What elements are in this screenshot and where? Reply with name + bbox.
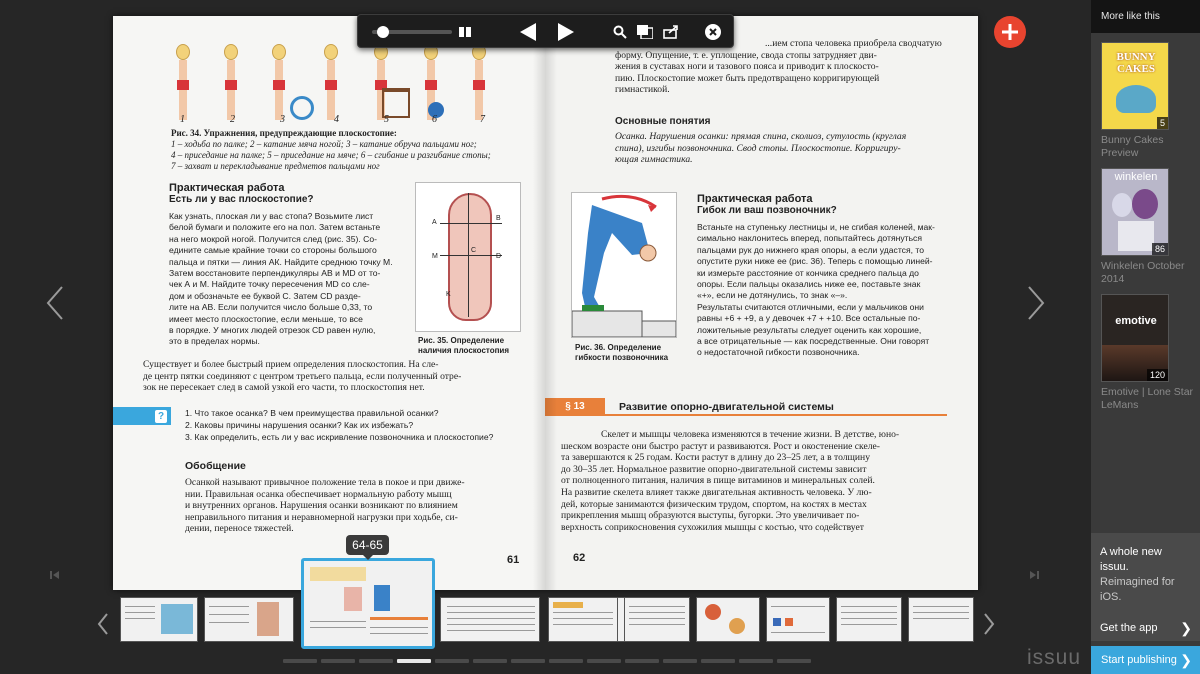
progress-segment[interactable]	[587, 659, 621, 663]
fig-number: 6	[432, 114, 437, 125]
more-like-this-header: More like this	[1091, 0, 1200, 33]
question-icon: ?	[155, 410, 167, 423]
foot-letter: B	[496, 215, 501, 222]
progress-segment[interactable]	[397, 659, 431, 663]
page-thumbnail[interactable]	[696, 597, 760, 642]
progress-segment[interactable]	[435, 659, 469, 663]
progress-segment[interactable]	[701, 659, 735, 663]
fig-number: 4	[334, 114, 339, 125]
questions-list: 1. Что такое осанка? В чем преимущества правильной осанки? 2. Каковы причины нарушения осанки? Как их избежать? 3. Как определить, есть ли у вас искривление позвоночника и плоскостопие?	[185, 408, 494, 443]
concepts-heading: Основные понятия	[615, 116, 711, 127]
fig-number: 3	[280, 114, 285, 125]
progress-segment[interactable]	[777, 659, 811, 663]
thumbnail-strip	[120, 592, 980, 652]
progress-segment[interactable]	[473, 659, 507, 663]
thumbs-next-arrow[interactable]	[980, 604, 998, 644]
promo-subtitle: Reimagined for iOS.	[1100, 576, 1175, 603]
grid-view-icon[interactable]	[456, 15, 474, 49]
prev-spread-arrow[interactable]	[44, 283, 68, 323]
next-spread-arrow[interactable]	[1023, 283, 1047, 323]
page-number-right: 62	[573, 552, 586, 564]
page-progress-bar[interactable]	[283, 659, 811, 664]
right-page	[545, 16, 978, 590]
recommendation-title[interactable]: Emotive | Lone Star LeMans	[1101, 386, 1194, 411]
last-page-icon[interactable]	[1029, 567, 1039, 577]
fig-number: 1	[180, 114, 185, 125]
search-icon[interactable]	[610, 15, 630, 49]
progress-segment[interactable]	[549, 659, 583, 663]
extra-text: Существует и более быстрый прием определения плоскостопия. На сле- де центр пятки соединяют с центром третьего пальца, если полученный отре- зок не пересекает след в самой узкой его части, то плоскостопия нет.	[143, 359, 462, 394]
summary-text: Осанкой называют привычное положение тела в покое и при движе- нии. Правильная осанка обеспечивает нормальную работу мышц и внутренних органов. Нарушения осанки возникают по влиянием неправильного питания и неравномерной нагрузки при ходьбе, си- дении, переносе тяжестей.	[185, 477, 465, 535]
left-page	[113, 16, 545, 590]
cover-title: emotive	[1115, 315, 1157, 327]
fig35-footprint	[415, 182, 521, 332]
book-gutter	[533, 16, 557, 590]
first-page-icon[interactable]	[50, 567, 60, 577]
prev-page-icon[interactable]	[516, 15, 540, 49]
start-publishing-label: Start publishing	[1101, 654, 1177, 666]
summary-heading: Обобщение	[185, 460, 246, 472]
get-the-app-link[interactable]	[1091, 614, 1200, 642]
practical-heading-right: Практическая работа	[697, 193, 813, 205]
page-count: 5	[1157, 117, 1168, 129]
progress-segment[interactable]	[283, 659, 317, 663]
page-thumbnail[interactable]	[120, 597, 198, 642]
practical-subheading: Есть ли у вас плоскостопие?	[169, 194, 314, 205]
chevron-right-icon: ❯	[1180, 652, 1192, 668]
close-icon[interactable]	[702, 15, 724, 49]
right-top-text: ...ием стопа человека приобрела сводчатую форму. Опущение, т. е. уплощение, свода стопы затрудняет дви- жения в суставах ноги и тазового пояса и приводит к плоскосто- пию. Плоскостопие может быть предотвращено корригирующей гимнастикой.	[615, 38, 942, 96]
progress-segment[interactable]	[625, 659, 659, 663]
practical-text: Как узнать, плоская ли у вас стопа? Возьмите лист белой бумаги и положите его на пол. Затем встаньте на него мокрой ногой. Получится след (рис. 35). Со- едините самые крайние точки со стороны большого пальца и пятки — линия АК. Найдите среднюю точку М. Затем восстановите перпендикуляры АВ и MD от то- чек А и М. Найдите точку пересечения MD со сле- дом и обозначьте ее буквой С. Затем CD разде- лите на АВ. Если получится число больше 0,33, то имеет место плоскостопие, если меньше, то все в порядке. У многих людей отрезок CD равен нулю, это в пределах нормы.	[169, 211, 393, 347]
page-thumbnail[interactable]	[836, 597, 902, 642]
start-publishing-button[interactable]	[1091, 646, 1200, 674]
fig36-flexibility	[571, 192, 677, 338]
progress-segment[interactable]	[321, 659, 355, 663]
next-page-icon[interactable]	[554, 15, 578, 49]
fig-number: 7	[480, 114, 485, 125]
sidebar	[1091, 0, 1200, 674]
recommendation-cover[interactable]	[1101, 294, 1169, 382]
page-thumbnail[interactable]	[440, 597, 540, 642]
get-app-label: Get the app	[1100, 622, 1158, 634]
foot-letter: M	[432, 253, 438, 260]
page-count: 86	[1152, 243, 1168, 255]
plus-icon	[994, 16, 1026, 48]
cover-title: winkelen	[1114, 171, 1158, 183]
recommendation-title[interactable]: Winkelen October 2014	[1101, 260, 1185, 285]
recommendation-title[interactable]: Bunny Cakes Preview	[1101, 134, 1164, 159]
current-spread-thumbnail[interactable]	[301, 558, 435, 649]
practical-text-right: Встаньте на ступеньку лестницы и, не сгибая коленей, мак- симально наклонитесь вперед, попытайтесь дотянуться пальцами рук до нижнего края опоры, а если удастся, то опустите руки ниже ее (рис. 36). Теперь с помощью линей- ки измерьте расстояние от кончика среднего пальца до опоры. Если пальцы оказались ниже ее, поставьте знак «+», если не дотянулись, то знак «–». Результаты считаются отличными, если у мальчиков они равны +6 + +9, а у девочек +7 + +10. Все остальные по- ложительные результаты следует оценить как хорошие, а все отрицательные — как посредственные. Они говорят о недостаточной гибкости позвоночника.	[697, 222, 935, 358]
viewer-toolbar	[357, 14, 734, 48]
progress-segment[interactable]	[359, 659, 393, 663]
fig35-caption: Рис. 35. Определение наличия плоскостопия	[418, 336, 510, 355]
page-thumbnail[interactable]	[908, 597, 974, 642]
recommendation-cover[interactable]	[1101, 42, 1169, 130]
fig34-illustration	[168, 36, 503, 128]
page-thumbnail[interactable]	[624, 597, 690, 642]
section-tag: § 13	[545, 398, 605, 416]
chevron-right-icon: ❯	[1180, 620, 1192, 636]
concepts-text: Осанка. Нарушения осанки: прямая спина, сколиоз, сутулость (круглая спина), изгибы позвоночника. Свод стопы. Плоскостопие. Корригиру- ющая гимнастика.	[615, 131, 907, 166]
recommendation-cover[interactable]	[1101, 168, 1169, 256]
page-number-left: 61	[507, 554, 520, 566]
page-thumbnail[interactable]	[204, 597, 294, 642]
promo-title: A whole new issuu.	[1100, 546, 1162, 573]
page-tooltip: 64-65	[346, 535, 389, 555]
progress-segment[interactable]	[663, 659, 697, 663]
zoom-slider-knob[interactable]	[377, 26, 389, 38]
foot-letter: C	[471, 247, 477, 254]
thumbs-prev-arrow[interactable]	[94, 604, 112, 644]
cover-title: BUNNY CAKES	[1116, 51, 1156, 75]
add-to-stack-button[interactable]	[994, 16, 1026, 48]
book-spread[interactable]	[113, 16, 978, 590]
foot-letter: A	[432, 219, 437, 226]
fig-number: 2	[230, 114, 235, 125]
practical-heading: Практическая работа	[169, 182, 285, 194]
section-title: Развитие опорно-двигательной системы	[619, 401, 834, 413]
section-text: Скелет и мышцы человека изменяются в течение жизни. В детстве, юно- шеском возрасте они быстро растут и развиваются. Рост и окостенение скеле- та завершаются к 25 годам. Кости растут в длину до 23–25 лет, а в толщину до 30–35 лет. Нормальное развитие опорно-двигательной системы зависит от полноценного питания, наличия в пище витаминов и минеральных солей. На развитие скелета влияет также двигательная активность человека. У лю- дей, которые занимаются физическим трудом, спортом, на костях в местах прикрепления мышц образуются выступы, бугорки. Это увеличивает по- верхность соприкосновения сухожилия мышцы с костью, что содействует	[561, 429, 900, 533]
foot-letter: D	[496, 253, 502, 260]
page-count: 120	[1147, 369, 1168, 381]
progress-segment[interactable]	[739, 659, 773, 663]
practical-subheading-right: Гибок ли ваш позвоночник?	[697, 205, 837, 216]
fullscreen-icon[interactable]	[634, 15, 656, 49]
page-thumbnail[interactable]	[766, 597, 830, 642]
foot-letter: K	[446, 291, 451, 298]
progress-segment[interactable]	[511, 659, 545, 663]
fig-number: 5	[384, 114, 389, 125]
fig34-caption: Рис. 34. Упражнения, предупреждающие плоскостопие: 1 – ходьба по палке; 2 – катание мяча ногой; 3 – катание обруча пальцами ног; 4 – приседание на палке; 5 – приседание на мяче; 6 – сгибание и разгибание стопы; 7 – захват и перекладывание предметов пальцами ног	[171, 128, 491, 171]
fig36-caption: Рис. 36. Определение гибкости позвоночника	[575, 343, 669, 362]
share-icon[interactable]	[660, 15, 682, 49]
brand-logo[interactable]: issuu	[1027, 646, 1082, 669]
page-thumbnail[interactable]	[548, 597, 618, 642]
